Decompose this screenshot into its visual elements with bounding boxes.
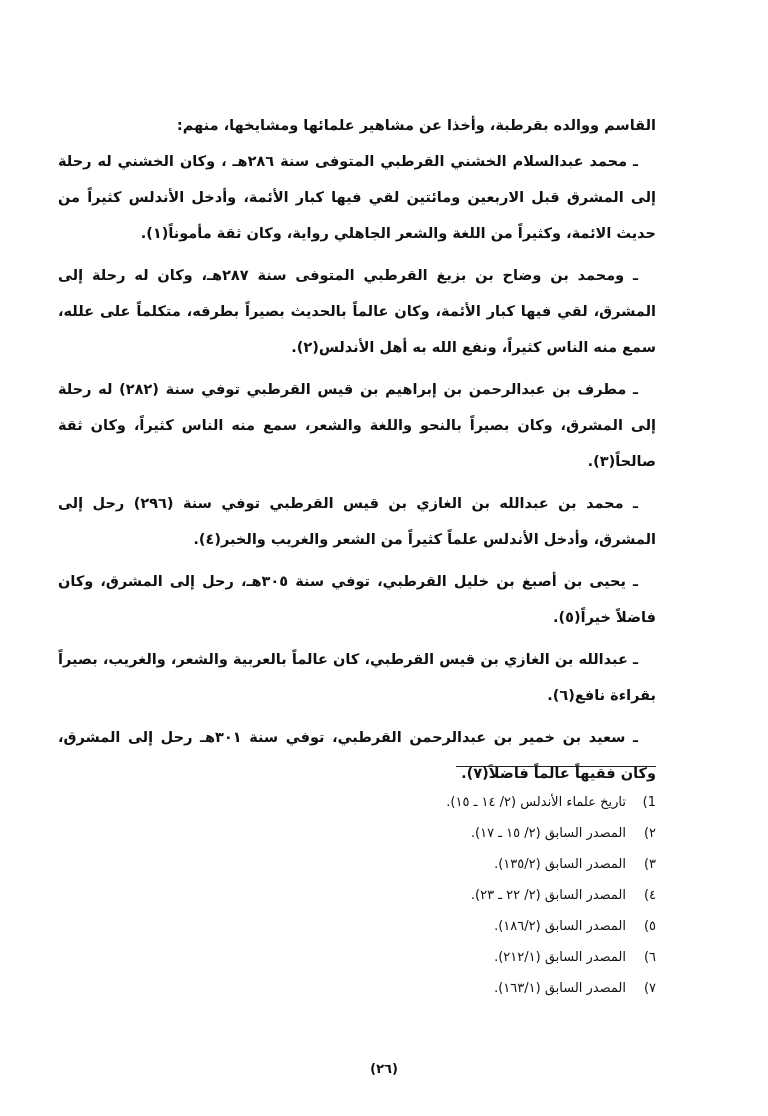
intro-paragraph: القاسم ووالده بقرطبة، وأخذا عن مشاهير علمائها ومشايخها، منهم: <box>176 118 656 134</box>
footnote-text: المصدر السابق (١٣٥/٢). <box>494 857 626 872</box>
footnote-text: المصدر السابق (١٦٣/١). <box>494 981 626 996</box>
main-text <box>58 108 656 798</box>
footnote-number: ٥) <box>643 919 656 934</box>
page-number: (٢٦) <box>370 1062 398 1077</box>
footnote-number: ٦) <box>643 950 656 965</box>
footnote-number: ٤) <box>643 888 656 903</box>
footnote-item <box>96 973 656 1004</box>
scholar-entry-mutarrif: ـ مطرف بن عبدالرحمن بن إبراهيم بن قيس القرطبي توفي سنة (٢٨٢) له رحلة إلى المشرق، وكان بصيراً بالنحو واللغة والشعر، سمع منه الناس كثيراً، وكان ثقة صالحاً(٣). <box>58 382 656 470</box>
footnote-item <box>96 911 656 942</box>
footnote-divider <box>456 766 656 767</box>
footnote-item <box>96 942 656 973</box>
scholar-entry-said: ـ سعيد بن خمير بن عبدالرحمن القرطبي، توفي سنة ٣٠١هـ رحل إلى المشرق، وكان فقيهاً عالماً فاضلاً(٧). <box>58 730 656 782</box>
footnote-text: تاريخ علماء الأندلس (٢/ ١٤ ـ ١٥). <box>446 795 626 810</box>
scholar-entry-khushani: ـ محمد عبدالسلام الخشني القرطبي المتوفى سنة ٢٨٦هـ ، وكان الخشني له رحلة إلى المشرق قبل الاربعين ومائتين لقي فيها كبار الأئمة، وأدخل الأندلس كثيراً من حديث الائمة، وكثيراً من اللغة والشعر الجاهلي رواية، وكان ثقة مأموناً(١). <box>58 154 656 242</box>
footnote-item <box>96 880 656 911</box>
scholar-entry-ibn-waddah: ـ ومحمد بن وضاح بن بزيغ القرطبي المتوفى سنة ٢٨٧هـ، وكان له رحلة إلى المشرق، لقي فيها كبار الأئمة، وكان عالماً بالحديث بصيراً بطرقه، متكلماً على علله، سمع منه الناس كثيراً، ونفع الله به أهل الأندلس(٢). <box>58 268 656 356</box>
scholar-entry-muhammad-ibn-abdallah: ـ محمد بن عبدالله بن الغازي بن قيس القرطبي توفي سنة (٢٩٦) رحل إلى المشرق، وأدخل الأندلس علماً كثيراً من الشعر والغريب والخبر(٤). <box>58 496 656 548</box>
footnote-item <box>96 787 656 818</box>
footnote-number: 1) <box>642 795 656 810</box>
footnote-number: ٢) <box>643 826 656 841</box>
footnote-number: ٣) <box>643 857 656 872</box>
footnote-text: المصدر السابق (١٨٦/٢). <box>494 919 626 934</box>
scholar-entry-abdallah: ـ عبدالله بن الغازي بن قيس القرطبي، كان عالماً بالعربية والشعر، والغريب، بصيراً بقراءة نافع(٦). <box>58 652 656 704</box>
footnote-text: المصدر السابق (٢/ ١٥ ـ ١٧). <box>470 826 626 841</box>
footnote-item <box>96 849 656 880</box>
footnote-item <box>96 818 656 849</box>
footnote-number: ٧) <box>643 981 656 996</box>
footnote-text: المصدر السابق (٢١٢/١). <box>494 950 626 965</box>
footnotes-list <box>96 787 656 1004</box>
footnote-text: المصدر السابق (٢/ ٢٢ ـ ٢٣). <box>470 888 626 903</box>
scholar-entry-yahya: ـ يحيى بن أصبغ بن خليل القرطبي، توفي سنة ٣٠٥هـ، رحل إلى المشرق، وكان فاضلاً خيراً(٥). <box>58 574 656 626</box>
